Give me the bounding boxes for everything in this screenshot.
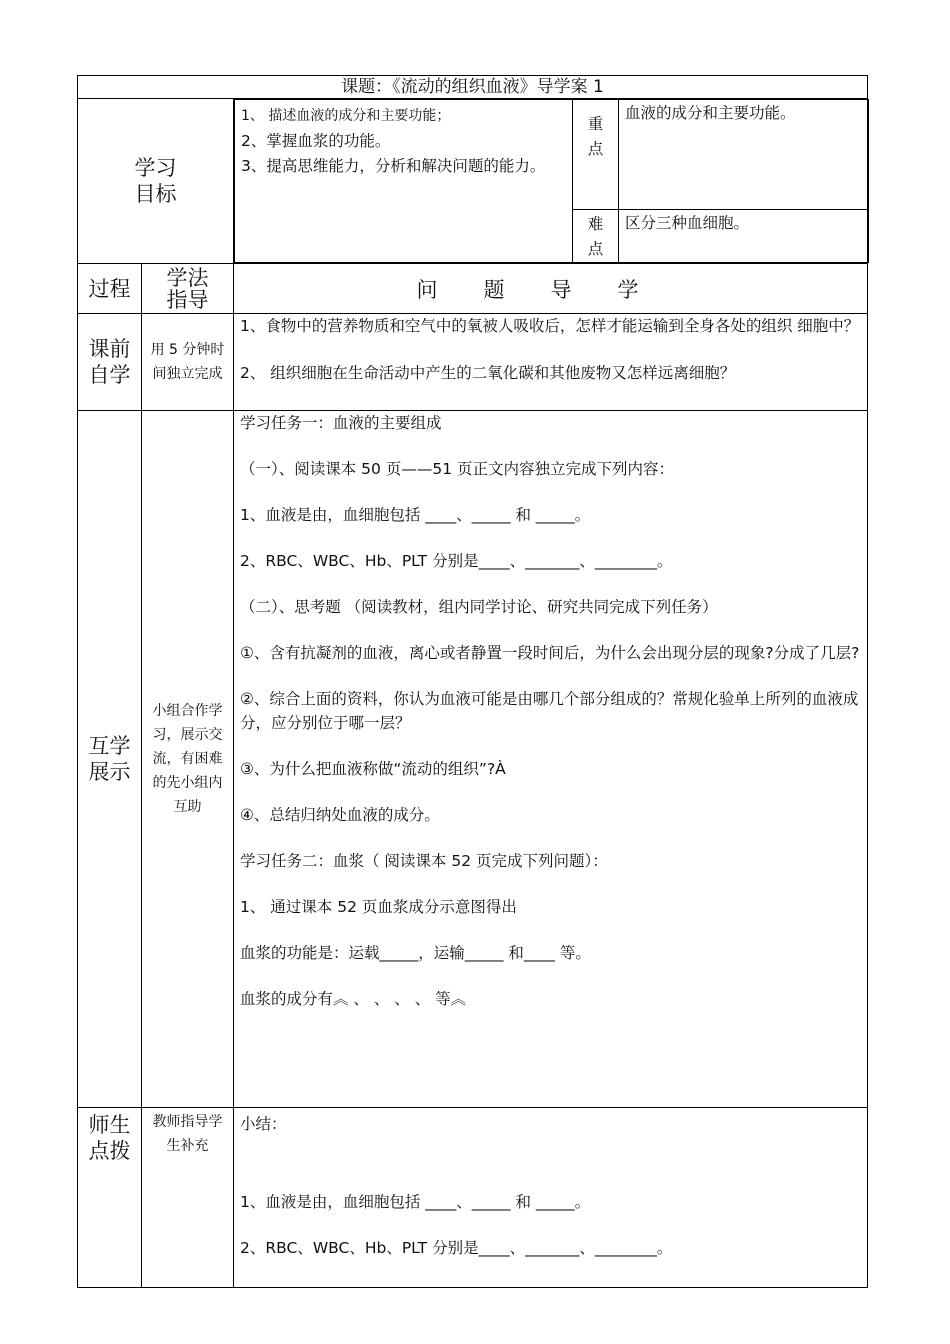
summary-content bbox=[234, 1108, 868, 1288]
pre-study-question-1: 1、食物中的营养物质和空气中的氧被人吸收后，怎样才能运输到全身各处的组织 细胞中？ bbox=[240, 317, 860, 335]
task-line: （一）、阅读课本 50 页——51 页正文内容独立完成下列内容： bbox=[240, 460, 674, 478]
focus-label bbox=[573, 100, 619, 210]
interactive-label-2: 展示 bbox=[88, 760, 131, 784]
summary-label-2: 点拨 bbox=[88, 1139, 131, 1163]
interactive-guide: 小组合作学习，展示交流，有困难的先小组内互助 bbox=[142, 411, 234, 1108]
worksheet-table bbox=[77, 75, 868, 1288]
difficulty-label bbox=[573, 210, 619, 263]
task-line: 学习任务二：血浆（ 阅读课本 52 页完成下列问题）： bbox=[240, 852, 608, 870]
summary-label-1: 师生 bbox=[88, 1113, 131, 1137]
task-line: 1、血液是由，血细胞包括 ____、_____ 和 _____。 bbox=[240, 506, 591, 524]
task-line: 2、RBC、WBC、Hb、PLT 分别是____、_______、________。 bbox=[240, 552, 673, 570]
task-line: 血浆的功能是：运载_____，运输_____ 和____ 等。 bbox=[240, 944, 591, 962]
task-line: 学习任务一：血液的主要组成 bbox=[240, 414, 442, 432]
pre-study-label-1: 课前 bbox=[88, 337, 131, 361]
pre-study-label bbox=[78, 314, 142, 411]
pre-study-questions bbox=[234, 314, 868, 411]
difficulty-label-1: 难 bbox=[587, 215, 604, 233]
task-line: 1、 通过课本 52 页血浆成分示意图得出 bbox=[240, 898, 517, 916]
goals-label-line-1: 学习 bbox=[134, 156, 177, 180]
task-line: （二）、思考题 （阅读教材，组内同学讨论、研究共同完成下列任务） bbox=[240, 598, 718, 616]
focus-value: 血液的成分和主要功能。 bbox=[619, 100, 869, 210]
interactive-tasks bbox=[234, 411, 868, 1108]
summary-guide: 教师指导学生补充 bbox=[142, 1108, 234, 1288]
column-header-questions: 问题导学 bbox=[234, 264, 868, 314]
summary-label bbox=[78, 1108, 142, 1288]
goals-cell bbox=[234, 99, 868, 264]
goal-item: 2、掌握血浆的功能。 bbox=[241, 132, 391, 150]
difficulty-value: 区分三种血细胞。 bbox=[619, 210, 869, 263]
task-line: ④、总结归纳处血液的成分。 bbox=[240, 806, 440, 824]
pre-study-guide: 用 5 分钟时间独立完成 bbox=[142, 314, 234, 411]
task-line: ③、为什么把血液称做“流动的组织”?À bbox=[240, 760, 506, 778]
difficulty-label-2: 点 bbox=[587, 240, 604, 258]
goals-inner-table bbox=[234, 99, 869, 263]
goal-item: 3、提高思维能力，分析和解决问题的能力。 bbox=[241, 157, 546, 175]
summary-line-1: 1、血液是由，血细胞包括 ____、_____ 和 _____。 bbox=[240, 1193, 591, 1211]
task-line: ①、含有抗凝剂的血液，离心或者静置一段时间后，为什么会出现分层的现象?分成了几层? bbox=[240, 644, 860, 662]
focus-label-2: 点 bbox=[587, 140, 604, 158]
focus-label-1: 重 bbox=[587, 115, 604, 133]
pre-study-question-2: 2、 组织细胞在生命活动中产生的二氧化碳和其他废物又怎样远离细胞？ bbox=[240, 364, 736, 382]
summary-line-2: 2、RBC、WBC、Hb、PLT 分别是____、_______、________。 bbox=[240, 1239, 673, 1257]
summary-heading: 小结： bbox=[240, 1115, 287, 1133]
interactive-label bbox=[78, 411, 142, 1108]
task-line: ②、综合上面的资料，你认为血液可能是由哪几个部分组成的？常规化验单上所列的血液成分，应分别位于哪一层？ bbox=[240, 690, 859, 732]
interactive-label-1: 互学 bbox=[88, 734, 131, 758]
column-header-method-1: 学法 bbox=[166, 265, 209, 290]
column-header-method bbox=[142, 264, 234, 314]
goal-item: 1、 描述血液的成分和主要功能； bbox=[241, 108, 451, 124]
column-header-process: 过程 bbox=[78, 264, 142, 314]
page-title: 课题：《流动的组织血液》导学案 1 bbox=[78, 76, 868, 99]
goals-label bbox=[78, 99, 234, 264]
pre-study-label-2: 自学 bbox=[88, 363, 131, 387]
column-header-method-2: 指导 bbox=[166, 287, 209, 312]
task-line: 血浆的成分有︽ 、 、 、 、 等︽ bbox=[240, 990, 467, 1008]
goals-list bbox=[235, 100, 573, 263]
goals-label-line-2: 目标 bbox=[134, 182, 177, 206]
